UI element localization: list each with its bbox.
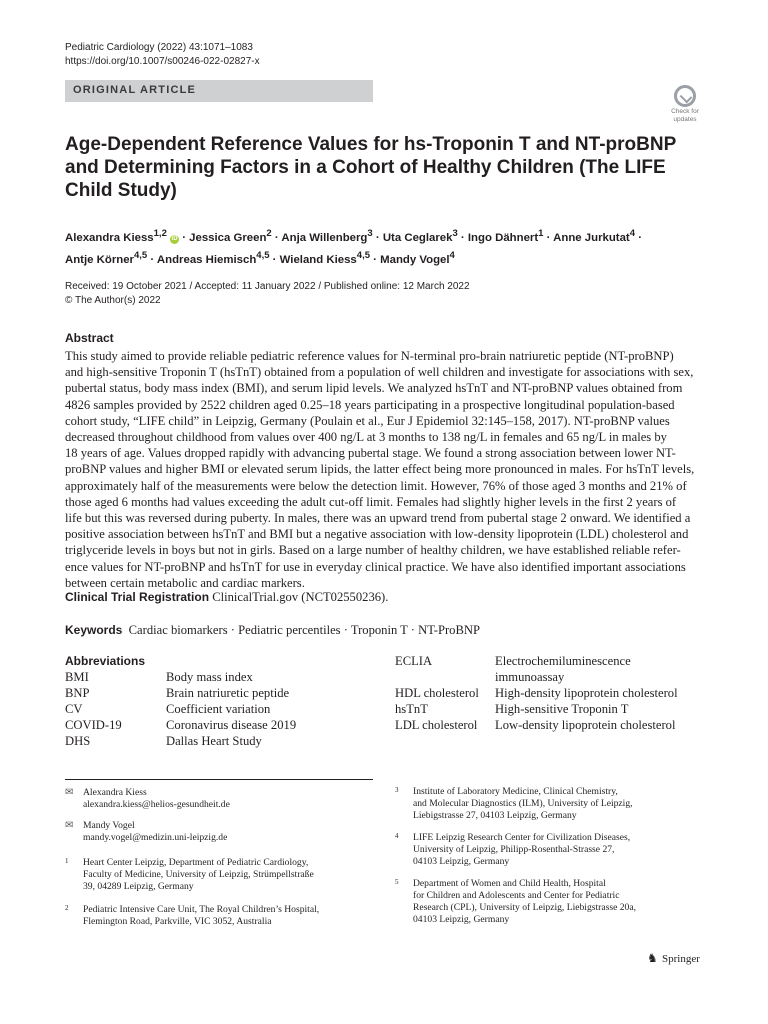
abstract-line: proBNP values and higher BMI or elevated serum lipids, the latter effect being more pronounced in males. For hsTnT levels, — [65, 462, 695, 477]
abbr-definition: Coronavirus disease 2019 — [166, 718, 297, 732]
abstract-line: between certain metabolic and cardiac markers. — [65, 575, 305, 590]
abstract-line: and high-sensitive Troponin T (hsTnT) obtained from a population of well children and investigate for associations with sex, — [65, 365, 694, 380]
correspondence-text — [83, 820, 227, 844]
trial-label: Clinical Trial Registration — [65, 590, 210, 604]
affiliation-number: 4 — [395, 832, 399, 840]
abbr-term: LDL cholesterol — [395, 718, 478, 732]
affiliation-line: Liebigstrasse 27, 04103 Leipzig, Germany — [413, 810, 577, 821]
keywords-text: Cardiac biomarkers · Pediatric percentiles · Troponin T · NT-ProBNP — [128, 623, 480, 637]
affiliation-text — [413, 878, 636, 926]
affiliation-3 — [395, 786, 705, 826]
abbr-definition: Low-density lipoprotein cholesterol — [495, 718, 676, 732]
abbr-term: hsTnT — [395, 702, 428, 716]
abbr-term: COVID-19 — [65, 718, 122, 732]
author-affil: 3 — [367, 228, 373, 239]
author-affil: 4 — [629, 228, 636, 239]
title-line: and Determining Factors in a Cohort of Healthy Children (The LIFE — [65, 157, 666, 178]
abbr-term: BNP — [65, 686, 90, 700]
abbr-term: DHS — [65, 734, 91, 748]
abstract-body — [65, 348, 705, 591]
affiliation-line: Institute of Laboratory Medicine, Clinical Chemistry, — [413, 786, 618, 797]
abbr-term: BMI — [65, 670, 89, 684]
abstract-heading: Abstract — [65, 331, 114, 345]
abstract-line: positive association between hsTnT and BMI but a negative association with low-density lipoprotein (LDL) cholesterol and — [65, 527, 689, 542]
author-affil: 4,5 — [256, 249, 270, 261]
title-line: Child Study) — [65, 180, 177, 201]
check-for-updates-button[interactable] — [665, 85, 705, 125]
author-name[interactable]: Anja Willenberg — [281, 231, 368, 244]
abstract-line: 18 years of age. Values dropped rapidly with advancing pubertal stage. We found a strong association between lower NT- — [65, 446, 676, 461]
correspondence-2 — [65, 820, 365, 846]
keywords-label: Keywords — [65, 623, 123, 637]
author-name[interactable]: Anne Jurkutat — [553, 231, 630, 244]
springer-horse-icon: ♞ — [647, 951, 658, 965]
author-separator: · — [543, 231, 554, 244]
dates-line: Received: 19 October 2021 / Accepted: 11 January 2022 / Published online: 12 March 2022 — [65, 281, 470, 292]
check-updates-label-1: Check for — [671, 108, 699, 115]
affiliation-line: 04103 Leipzig, Germany — [413, 856, 510, 867]
author-separator: · — [635, 231, 642, 244]
author-affil: 4,5 — [356, 249, 370, 261]
correspondence-name: Mandy Vogel — [83, 820, 135, 831]
abbr-definition: immunoassay — [495, 670, 565, 684]
publisher-logo — [647, 952, 700, 965]
affiliation-5 — [395, 878, 705, 930]
journal-reference — [65, 41, 260, 69]
abbr-definition: Brain natriuretic peptide — [166, 686, 290, 700]
abbreviations-heading: Abbreviations — [65, 654, 146, 668]
affiliation-line: Faculty of Medicine, University of Leipzig, Strümpellstraße — [83, 869, 314, 880]
abbr-definition: Coefficient variation — [166, 702, 271, 716]
abstract-line: approximately half of the measurements were below the detection limit. However, 76% of those aged 3 months and 21% of — [65, 478, 687, 493]
author-line-1 — [65, 225, 705, 247]
clinical-trial-registration — [65, 589, 388, 605]
author-affil: 4 — [449, 249, 455, 261]
affiliation-line: University of Leipzig, Philipp-Rosenthal-Strasse 27, — [413, 844, 615, 855]
publisher-name: Springer — [662, 953, 700, 965]
abstract-line: pubertal status, body mass index (BMI), and serum lipid levels. We analyzed hsTnT and NT-proBNP values obtained from — [65, 381, 683, 396]
affiliation-line: 04103 Leipzig, Germany — [413, 914, 510, 925]
abbr-definition: Electrochemiluminescence — [495, 654, 631, 668]
abstract-line: ence values for NT-proBNP and hsTnT for use in everyday clinical practice. We have also identified important associations — [65, 559, 686, 574]
author-separator: · — [269, 253, 280, 266]
author-affil: 4,5 — [133, 249, 148, 261]
author-affil: 1,2 — [153, 228, 167, 239]
journal-citation: Pediatric Cardiology (2022) 43:1071–1083 — [65, 42, 253, 53]
affiliation-line: Pediatric Intensive Care Unit, The Royal Children’s Hospital, — [83, 904, 320, 915]
affiliation-text — [83, 904, 319, 928]
doi-link[interactable]: https://doi.org/10.1007/s00246-022-02827-x — [65, 56, 260, 67]
author-name[interactable]: Uta Ceglarek — [382, 231, 453, 244]
article-title — [65, 133, 677, 202]
publication-dates — [65, 280, 470, 308]
affiliation-text — [83, 857, 314, 893]
author-separator: · — [370, 253, 381, 266]
abstract-line: This study aimed to provide reliable pediatric reference values for N-terminal pro-brain natriuretic peptide (NT-proBNP) — [65, 349, 674, 363]
affiliation-number: 2 — [65, 904, 69, 912]
author-affil: 2 — [266, 228, 272, 239]
author-separator: · — [457, 231, 468, 244]
correspondence-text — [83, 787, 230, 811]
author-separator: · — [372, 231, 383, 244]
abbr-term: CV — [65, 702, 83, 716]
author-name[interactable]: Ingo Dähnert — [467, 231, 539, 244]
abbr-term: ECLIA — [395, 654, 433, 668]
abstract-line: those aged 6 months had values exceeding the adult cut-off limit. Females had slightly higher levels in the first 2 years of — [65, 494, 677, 509]
author-affil: 1 — [538, 228, 544, 239]
author-list — [65, 225, 705, 269]
author-separator: · — [271, 231, 282, 244]
abbr-definition: Body mass index — [166, 670, 253, 684]
author-name[interactable]: Alexandra Kiess — [65, 231, 154, 244]
article-type-label: ORIGINAL ARTICLE — [73, 84, 197, 96]
envelope-icon: ✉ — [65, 787, 74, 798]
footnote-divider — [65, 779, 373, 780]
author-affil: 3 — [452, 228, 458, 239]
affiliation-2 — [65, 904, 375, 932]
affiliation-number: 3 — [395, 786, 399, 794]
affiliation-text — [413, 832, 630, 868]
correspondence-name: Alexandra Kiess — [83, 787, 147, 798]
correspondence-1 — [65, 787, 365, 813]
author-name[interactable]: Antje Körner — [65, 253, 134, 266]
orcid-icon[interactable]: iD — [171, 235, 178, 242]
abbr-definition: High-density lipoprotein cholesterol — [495, 686, 678, 700]
abstract-line: triglyceride levels in boys but not in girls. Based on a large number of healthy children, we have established reliable refer- — [65, 543, 681, 558]
check-updates-label-2: updates — [673, 116, 697, 123]
author-name[interactable]: Jessica Green — [189, 231, 267, 244]
correspondence-email[interactable]: mandy.vogel@medizin.uni-leipzig.de — [83, 832, 228, 843]
affiliation-line: for Children and Adolescents and Center for Pediatric — [413, 890, 620, 901]
author-name[interactable]: Mandy Vogel — [380, 253, 450, 266]
affiliation-number: 5 — [395, 878, 399, 886]
affiliation-number: 1 — [65, 857, 69, 865]
author-separator: · — [147, 253, 157, 266]
title-line: Age-Dependent Reference Values for hs-Troponin T and NT-proBNP — [65, 134, 677, 155]
check-updates-icon — [674, 85, 696, 107]
abstract-line: decreased throughout childhood from values over 400 ng/L at 3 months to 138 ng/L in females and 65 ng/L in males by — [65, 430, 667, 445]
abbr-definition: High-sensitive Troponin T — [495, 702, 629, 716]
trial-id[interactable]: ClinicalTrial.gov (NCT02550236). — [209, 590, 389, 604]
article-type-badge — [65, 80, 373, 102]
affiliation-line: Flemington Road, Parkville, VIC 3052, Australia — [83, 916, 272, 927]
correspondence-email[interactable]: alexandra.kiess@helios-gesundheit.de — [83, 799, 230, 810]
affiliation-line: and Molecular Diagnostics (ILM), University of Leipzig, — [413, 798, 633, 809]
keywords — [65, 622, 480, 638]
author-name[interactable]: Andreas Hiemisch — [156, 253, 257, 266]
affiliation-1 — [65, 857, 375, 897]
author-line-2 — [65, 247, 705, 269]
copyright-line: © The Author(s) 2022 — [65, 295, 161, 306]
abbr-definition: Dallas Heart Study — [166, 734, 262, 748]
affiliation-line: Research (CPL), University of Leipzig, Liebigstrasse 20a, — [413, 902, 636, 913]
envelope-icon: ✉ — [65, 820, 74, 831]
affiliation-line: 39, 04289 Leipzig, Germany — [83, 881, 194, 892]
abstract-line: cohort study, “LIFE child” in Leipzig, Germany (Poulain et al., Eur J Epidemiol 32:145–158, 2017). NT-proBNP values — [65, 413, 670, 428]
author-separator: · — [179, 231, 190, 244]
affiliation-line: LIFE Leipzig Research Center for Civilization Diseases, — [413, 832, 631, 843]
author-name[interactable]: Wieland Kiess — [279, 253, 357, 266]
abbr-term: HDL cholesterol — [395, 686, 479, 700]
affiliation-line: Heart Center Leipzig, Department of Pediatric Cardiology, — [83, 857, 309, 868]
affiliation-4 — [395, 832, 705, 872]
affiliation-line: Department of Women and Child Health, Hospital — [413, 878, 606, 889]
abstract-line: 4826 samples provided by 2522 children aged 0.25–18 years participating in a prospective longitudinal population-based — [65, 397, 675, 412]
abstract-line: life but this was reversed during puberty. In males, there was an upward trend from pubertal stage 2 onward. We identified a — [65, 511, 691, 526]
affiliation-text — [413, 786, 633, 822]
